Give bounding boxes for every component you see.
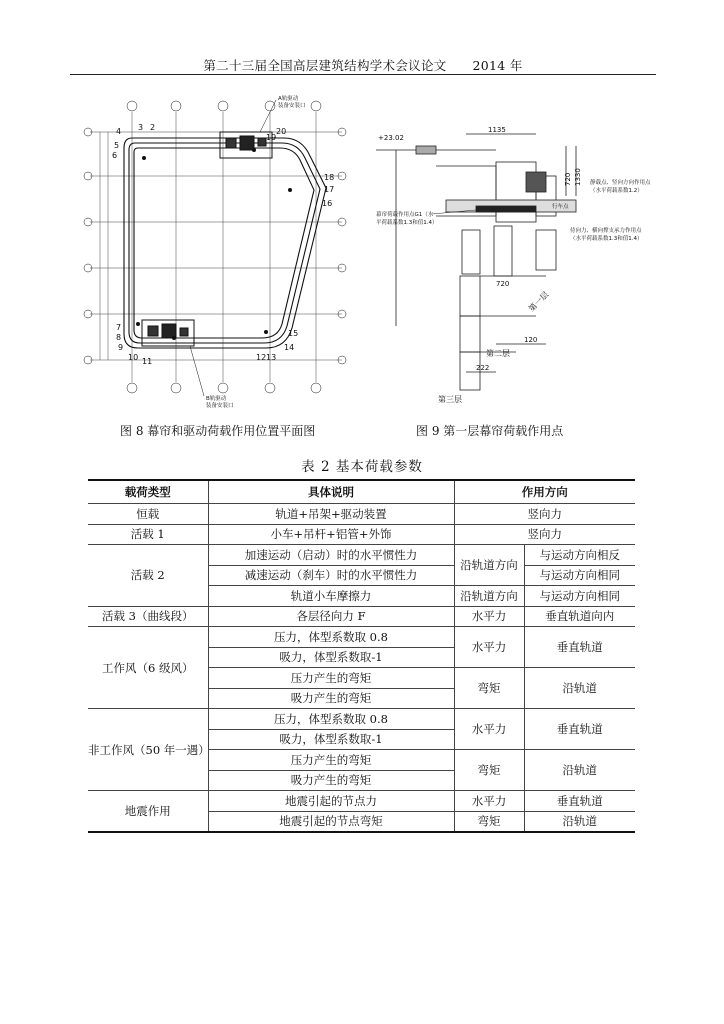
cell-type: 恒载	[88, 504, 208, 525]
cell-dir-detail: 与运动方向相同	[524, 586, 635, 607]
cell-dir: 竖向力	[454, 524, 635, 545]
cell-dir-detail: 沿轨道	[524, 811, 635, 832]
table-row	[88, 791, 635, 812]
cell-desc: 加速运动（启动）时的水平惯性力	[208, 545, 454, 566]
cell-dir: 水平力	[454, 709, 524, 750]
svg-text:7: 7	[116, 323, 122, 332]
svg-text:17: 17	[324, 185, 335, 194]
fig9-dim-3: 1330	[574, 168, 582, 186]
svg-text:4: 4	[116, 127, 122, 136]
table-title: 表 2 基本荷载参数	[301, 459, 423, 475]
cell-dir: 弯矩	[454, 750, 524, 791]
running-header	[70, 56, 656, 74]
table-row	[88, 524, 635, 545]
header-description: 具体说明	[208, 480, 454, 504]
fig8-note-bottom-2: 装备安装口	[206, 403, 234, 409]
svg-text:18: 18	[324, 173, 335, 182]
cell-type: 活载 2	[88, 545, 208, 607]
cell-desc: 地震引起的节点弯矩	[208, 811, 454, 832]
fig9-floor-2: 第二层	[486, 349, 510, 358]
svg-text:5: 5	[114, 141, 120, 150]
load-parameters-table	[88, 479, 635, 833]
cell-desc: 各层径向力 F	[208, 606, 454, 627]
cell-type: 工作风（6 级风）	[88, 627, 208, 709]
fig9-left-label-2: 平荷载系数1.3和值1.4）	[376, 220, 438, 226]
cell-dir: 弯矩	[454, 811, 524, 832]
fig9-floor-1: 第一层	[527, 290, 551, 314]
header-year: 2014 年	[472, 58, 523, 73]
table-row	[88, 606, 635, 627]
table-row	[88, 504, 635, 525]
svg-text:15: 15	[288, 329, 299, 338]
table-header-row	[88, 480, 635, 504]
fig8-note-bottom-1: B轨驱动	[206, 396, 227, 402]
cell-desc: 吸力，体型系数取-1	[208, 729, 454, 750]
table-row	[88, 545, 635, 566]
cell-dir-detail: 垂直轨道向内	[524, 606, 635, 627]
cell-desc: 压力产生的弯矩	[208, 750, 454, 771]
fig9-dim-5: 120	[524, 336, 538, 344]
svg-text:6: 6	[112, 151, 118, 160]
cell-type: 活载 1	[88, 524, 208, 545]
svg-text:10: 10	[128, 353, 139, 362]
cell-type: 活载 3（曲线段）	[88, 606, 208, 627]
fig9-right-label-1a: 静载点、竖向方向作用点	[590, 180, 651, 186]
cell-dir: 水平力	[454, 606, 524, 627]
svg-text:16: 16	[322, 199, 333, 208]
conference-title: 第二十三届全国高层建筑结构学术会议论文	[203, 58, 447, 73]
svg-text:13: 13	[266, 353, 277, 362]
cell-desc: 吸力，体型系数取-1	[208, 647, 454, 668]
fig9-dim-2: 720	[564, 172, 572, 186]
cell-desc: 吸力产生的弯矩	[208, 770, 454, 791]
cell-type: 非工作风（50 年一遇）	[88, 709, 208, 791]
header-direction: 作用方向	[454, 480, 635, 504]
cell-desc: 小车+吊杆+铝管+外饰	[208, 524, 454, 545]
cell-desc: 轨道小车摩擦力	[208, 586, 454, 607]
cell-desc: 压力产生的弯矩	[208, 668, 454, 689]
cell-dir-detail: 垂直轨道	[524, 709, 635, 750]
cell-dir: 沿轨道方向	[454, 586, 524, 607]
cell-dir: 沿轨道方向	[454, 545, 524, 586]
fig9-right-label-1b: （水平荷载系数1.2）	[590, 188, 643, 194]
cell-dir-detail: 垂直轨道	[524, 627, 635, 668]
svg-text:14: 14	[284, 343, 295, 352]
cell-desc: 压力，体型系数取 0.8	[208, 627, 454, 648]
fig9-floor-3: 第三层	[438, 395, 462, 404]
svg-text:20: 20	[276, 127, 287, 136]
fig9-right-label-3a: 侍向力、横向撑支承力作用点	[570, 228, 642, 234]
table-row	[88, 627, 635, 648]
figure-8-caption: 图 8 幕帘和驱动荷载作用位置平面图	[120, 424, 316, 438]
cell-dir-detail: 沿轨道	[524, 750, 635, 791]
svg-text:11: 11	[142, 357, 153, 366]
cell-type: 地震作用	[88, 791, 208, 833]
cell-desc: 轨道+吊架+驱动装置	[208, 504, 454, 525]
svg-text:2: 2	[150, 123, 156, 132]
fig8-note-top-1: A轨驱动	[278, 96, 299, 102]
header-load-type: 载荷类型	[88, 480, 208, 504]
table-row	[88, 709, 635, 730]
svg-text:19: 19	[266, 133, 277, 142]
svg-text:8: 8	[116, 333, 122, 342]
figure-9-caption: 图 9 第一层幕帘荷载作用点	[416, 424, 564, 438]
cell-desc: 压力，体型系数取 0.8	[208, 709, 454, 730]
cell-desc: 减速运动（刹车）时的水平惯性力	[208, 565, 454, 586]
cell-dir: 弯矩	[454, 668, 524, 709]
cell-desc: 吸力产生的弯矩	[208, 688, 454, 709]
cell-dir-detail: 与运动方向相反	[524, 545, 635, 566]
fig9-dim-4: 720	[496, 280, 510, 288]
figure-8-plan	[80, 92, 350, 414]
fig9-elevation-label: +23.02	[378, 134, 404, 142]
cell-dir-detail: 垂直轨道	[524, 791, 635, 812]
svg-text:12: 12	[256, 353, 267, 362]
fig9-left-label-1: 幕帘荷载作用点G1（水	[376, 212, 434, 218]
cell-dir: 水平力	[454, 791, 524, 812]
cell-dir-detail: 沿轨道	[524, 668, 635, 709]
cell-dir-detail: 与运动方向相同	[524, 565, 635, 586]
figure-9-elevation	[376, 126, 662, 408]
cell-dir: 竖向力	[454, 504, 635, 525]
header-rule	[70, 74, 656, 75]
fig8-note-top-2: 装备安装口	[278, 103, 306, 109]
fig9-right-label-3b: （水平荷载系数1.3和值1.4）	[570, 236, 643, 242]
cell-dir: 水平力	[454, 627, 524, 668]
cell-desc: 地震引起的节点力	[208, 791, 454, 812]
fig9-right-label-2: 行车点	[552, 204, 569, 210]
fig9-dim-1: 1135	[488, 126, 506, 134]
fig9-dim-6: 222	[476, 364, 490, 372]
svg-text:3: 3	[138, 123, 144, 132]
svg-text:9: 9	[118, 343, 124, 352]
